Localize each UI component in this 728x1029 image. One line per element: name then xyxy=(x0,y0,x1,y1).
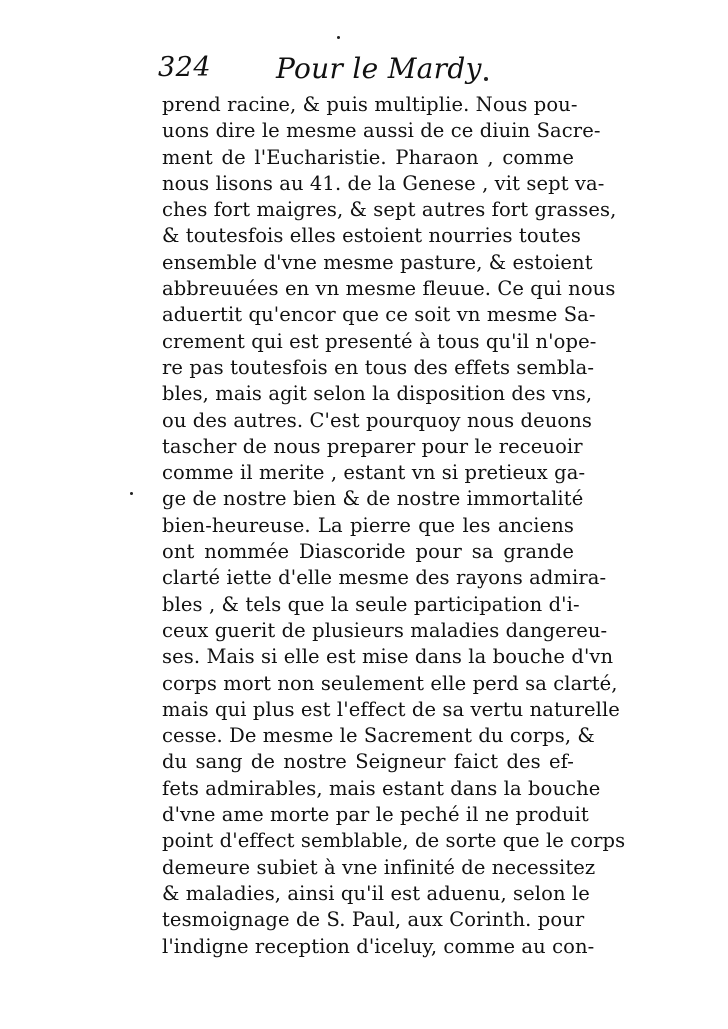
page-number: 324 xyxy=(158,52,212,83)
text-line: l'indigne reception d'iceluy, comme au con- xyxy=(162,934,595,958)
text-line: bles, mais agit selon la disposition des vns, xyxy=(162,382,593,406)
text-line: comme il merite , estant vn si pretieux ga- xyxy=(162,461,586,485)
page-header xyxy=(158,52,578,92)
text-line: tascher de nous preparer pour le receuoir xyxy=(162,434,583,458)
text-line: crement qui est presenté à tous qu'il n'ope- xyxy=(162,329,597,353)
text-line: prend racine, & puis multiplie. Nous pou- xyxy=(162,93,578,116)
text-line: mais qui plus est l'effect de sa vertu naturelle xyxy=(162,697,620,721)
text-line: re pas toutesfois en tous des effets sembla- xyxy=(162,355,595,379)
text-line: & toutesfois elles estoient nourries toutes xyxy=(162,224,582,248)
ink-speck xyxy=(130,492,133,495)
text-line: ses. Mais si elle est mise dans la bouche d'vn xyxy=(162,645,614,669)
text-line: corps mort non seulement elle perd sa clarté, xyxy=(162,671,618,695)
text-line: clarté iette d'elle mesme des rayons admira- xyxy=(162,566,607,590)
text-line: ensemble d'vne mesme pasture, & estoient xyxy=(162,250,593,274)
text-line: demeure subiet à vne infinité de necessitez xyxy=(162,855,596,879)
text-line: tesmoignage de S. Paul, aux Corinth. pour xyxy=(162,908,585,932)
text-line: ceux guerit de plusieurs maladies dangereu- xyxy=(162,618,608,642)
text-line: abbreuuées en vn mesme fleuue. Ce qui nous xyxy=(162,277,616,301)
text-line: ont nommée Diascoride pour sa grande xyxy=(162,540,574,564)
ink-speck xyxy=(484,77,488,81)
text-line: aduertit qu'encor que ce soit vn mesme Sa- xyxy=(162,303,596,327)
text-line: & maladies, ainsi qu'il est aduenu, selon le xyxy=(162,881,590,905)
text-line: ment de l'Eucharistie. Pharaon , comme xyxy=(162,145,574,169)
text-line: bien-heureuse. La pierre que les anciens xyxy=(162,513,574,537)
text-line: ge de nostre bien & de nostre immortalité xyxy=(162,487,584,511)
text-line: nous lisons au 41. de la Genese , vit sept va- xyxy=(162,171,605,195)
text-line: cesse. De mesme le Sacrement du corps, & xyxy=(162,724,595,748)
text-line: fets admirables, mais estant dans la bouche xyxy=(162,776,601,800)
text-line: ches fort maigres, & sept autres fort grasses, xyxy=(162,198,617,222)
text-line: d'vne ame morte par le peché il ne produit xyxy=(162,803,589,827)
text-line: point d'effect semblable, de sorte que le corps xyxy=(162,829,626,853)
text-line: ou des autres. C'est pourquoy nous deuons xyxy=(162,408,593,432)
text-line: bles , & tels que la seule participation d'i- xyxy=(162,592,580,616)
body-text xyxy=(162,92,626,960)
text-line: du sang de nostre Seigneur faict des ef- xyxy=(162,750,574,774)
text-line: uons dire le mesme aussi de ce diuin Sacre- xyxy=(162,119,601,143)
ink-speck xyxy=(337,36,340,39)
running-title: Pour le Mardy xyxy=(276,52,482,85)
